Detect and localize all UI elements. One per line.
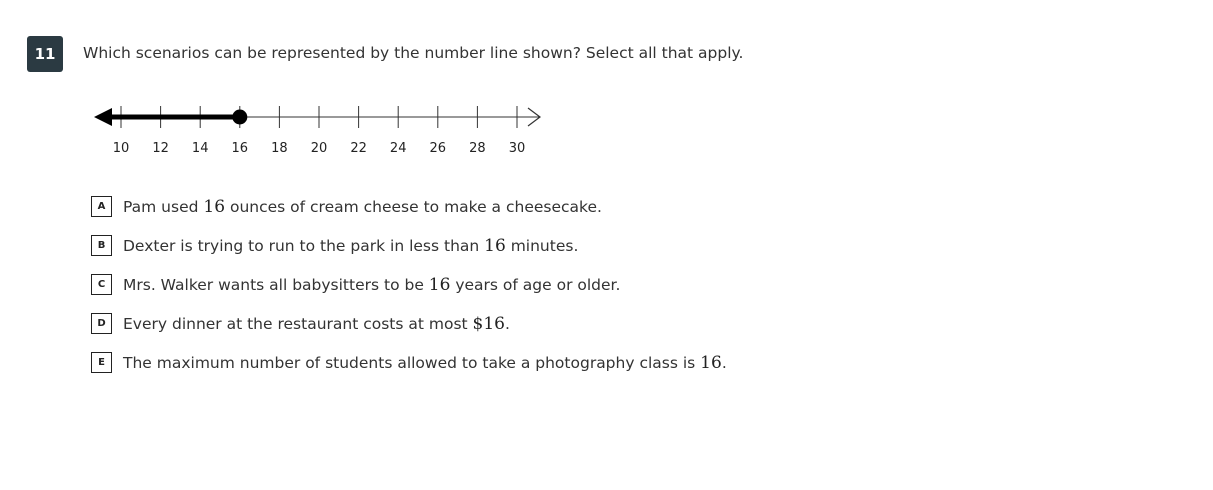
- choice-b-text: [123, 236, 578, 256]
- choice-b-text-after: minutes.: [505, 236, 579, 255]
- number-line-solution-ray: [94, 108, 247, 126]
- choice-b[interactable]: [91, 234, 727, 257]
- tick-label-20: 20: [310, 141, 328, 156]
- tick-label-10: 10: [112, 141, 130, 156]
- tick-label-18: 18: [271, 141, 288, 156]
- tick-label-24: 24: [389, 141, 407, 156]
- question-number-badge: 11: [27, 36, 63, 72]
- choice-a-text: [123, 197, 602, 217]
- choice-c-text: [123, 275, 620, 295]
- choice-e-text-after: .: [721, 353, 727, 372]
- choice-e-checkbox[interactable]: E: [91, 352, 112, 373]
- question-prompt: Which scenarios can be represented by the number line shown? Select all that apply.: [83, 44, 744, 62]
- choice-c-text-after: years of age or older.: [450, 275, 621, 294]
- choice-c-text-before: Mrs. Walker wants all babysitters to be: [123, 275, 429, 294]
- choice-a-checkbox[interactable]: A: [91, 196, 112, 217]
- closed-point: [232, 110, 247, 125]
- choice-a[interactable]: [91, 195, 727, 218]
- choice-e-text-before: The maximum number of students allowed to take a photography class is: [123, 353, 701, 372]
- tick-label-22: 22: [350, 141, 367, 156]
- choice-d-checkbox[interactable]: D: [91, 313, 112, 334]
- answer-choices: [91, 195, 727, 390]
- choice-c-number: 16: [428, 274, 451, 295]
- choice-c-checkbox[interactable]: C: [91, 274, 112, 295]
- choice-b-number: 16: [484, 235, 506, 256]
- tick-label-26: 26: [429, 141, 447, 156]
- tick-label-30: 30: [508, 141, 526, 156]
- choice-e[interactable]: [91, 351, 727, 374]
- choice-d-number: $16: [472, 313, 505, 334]
- choice-a-text-before: Pam used: [123, 197, 204, 216]
- choice-d[interactable]: [91, 312, 727, 335]
- choice-e-number: 16: [700, 352, 722, 373]
- choice-a-text-after: ounces of cream cheese to make a cheesecake.: [225, 197, 602, 216]
- choice-d-text: [123, 314, 510, 334]
- number-line: [0, 0, 560, 170]
- number-line-tick-labels: [113, 141, 526, 156]
- choice-a-number: 16: [203, 196, 226, 217]
- tick-label-28: 28: [469, 141, 486, 156]
- tick-label-14: 14: [191, 141, 209, 156]
- tick-label-16: 16: [231, 141, 249, 156]
- choice-d-text-after: .: [505, 314, 510, 333]
- choice-b-text-before: Dexter is trying to run to the park in less than: [123, 236, 485, 255]
- choice-b-checkbox[interactable]: B: [91, 235, 112, 256]
- solution-ray-arrowhead: [94, 108, 112, 126]
- choice-d-text-before: Every dinner at the restaurant costs at most: [123, 314, 473, 333]
- choice-c[interactable]: [91, 273, 727, 296]
- tick-label-12: 12: [152, 141, 169, 156]
- choice-e-text: [123, 353, 727, 373]
